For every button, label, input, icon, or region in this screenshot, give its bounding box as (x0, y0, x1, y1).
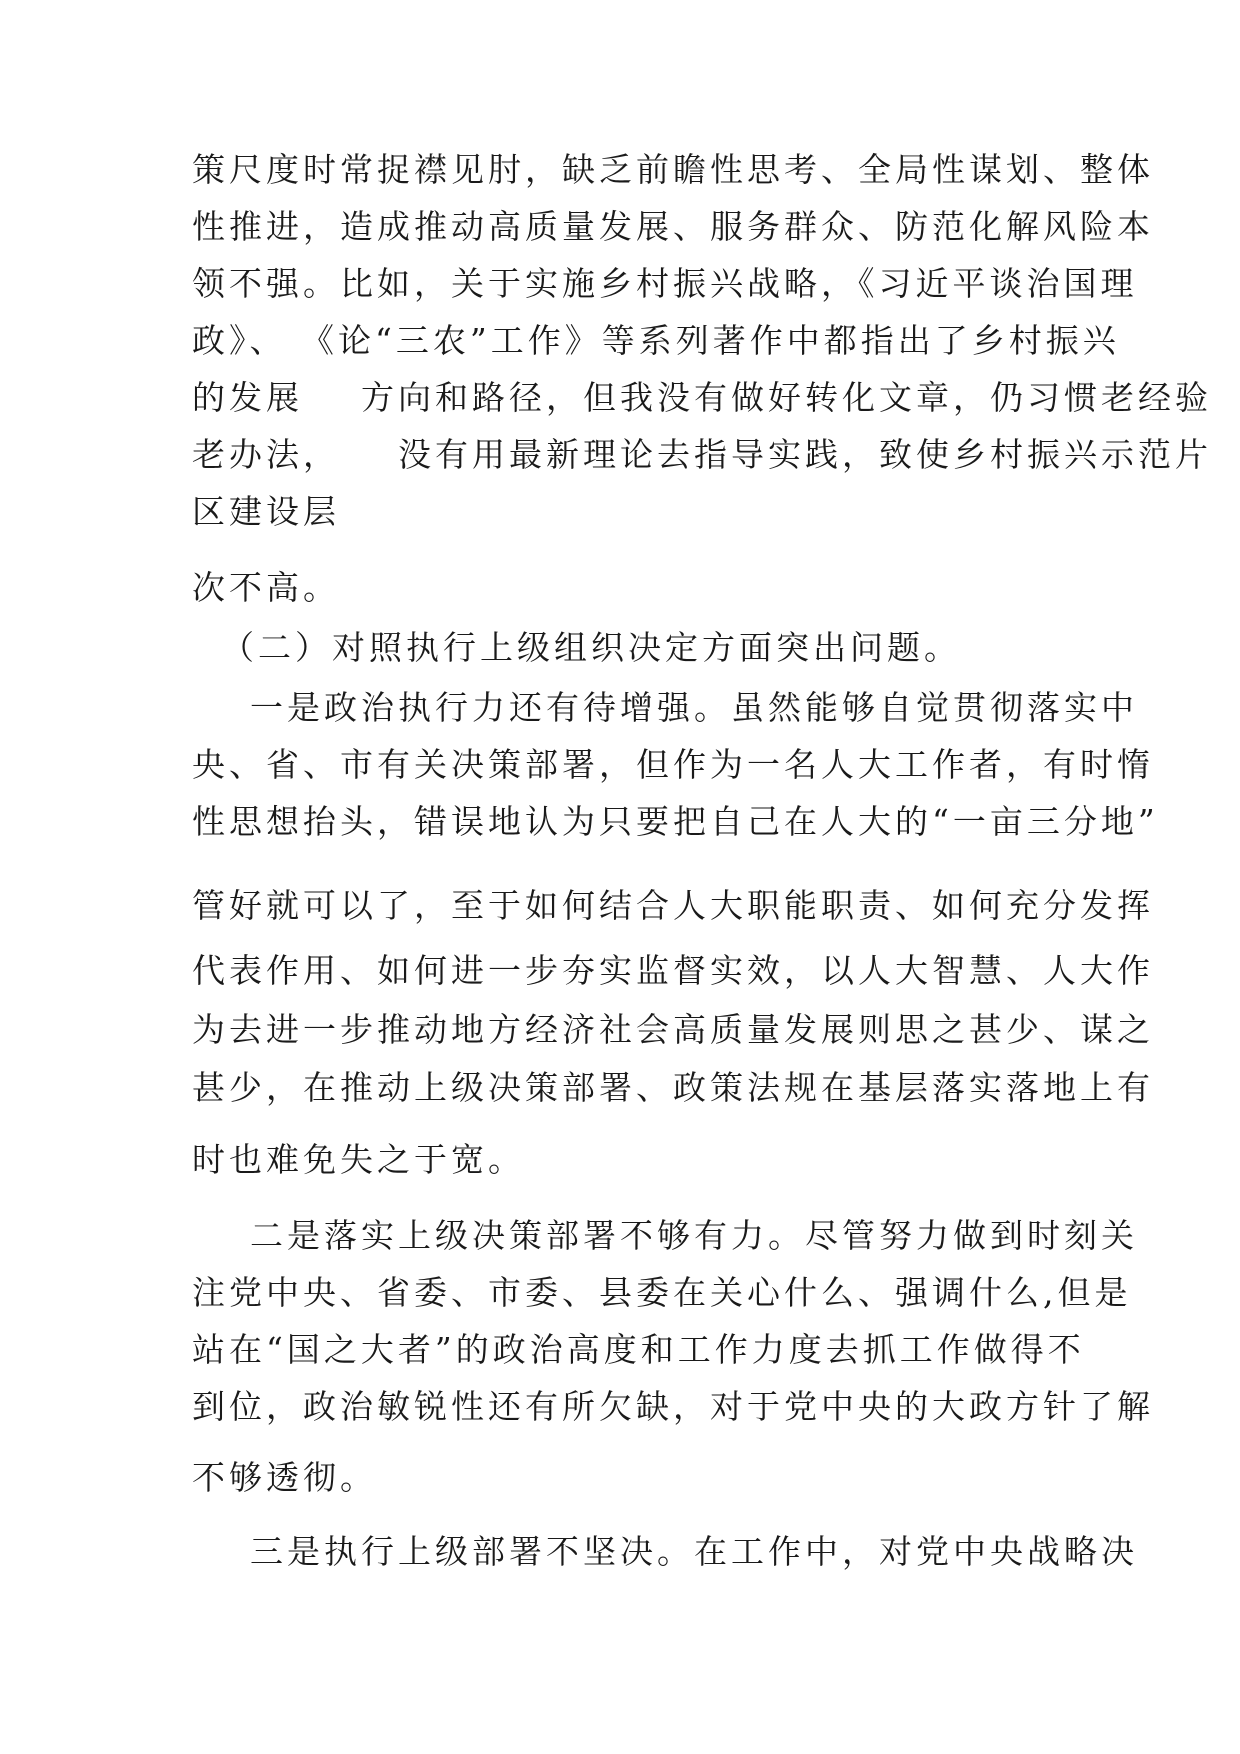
text-line: 为去进一步推动地方经济社会高质量发展则思之甚少、谋之 (192, 1010, 1154, 1049)
text-line: 次不高。 (192, 568, 340, 607)
text-line: 不够透彻。 (192, 1458, 377, 1497)
text-line: 甚少，在推动上级决策部署、政策法规在基层落实落地上有 (192, 1068, 1154, 1107)
text-line: 代表作用、如何进一步夯实监督实效，以人大智慧、人大作 (192, 951, 1154, 990)
text-line: 到位，政治敏锐性还有所欠缺，对于党中央的大政方针了解 (192, 1387, 1154, 1426)
text-line: 注党中央、省委、市委、县委在关心什么、强调什么,但是 (192, 1273, 1132, 1312)
text-line: 老办法， 没有用最新理论去指导实践，致使乡村振兴示范片 (192, 435, 1212, 474)
text-line: 站在“国之大者”的政治高度和工作力度去抓工作做得不 (192, 1330, 1085, 1369)
text-line: 时也难免失之于宽。 (192, 1140, 525, 1179)
text-line: 的发展 方向和路径，但我没有做好转化文章，仍习惯老经验 (192, 378, 1212, 417)
text-line: 领不强。比如，关于实施乡村振兴战略，《习近平谈治国理 (192, 264, 1138, 303)
text-line: 性思想抬头，错误地认为只要把自己在人大的“一亩三分地” (192, 802, 1159, 841)
text-line: 央、省、市有关决策部署，但作为一名人大工作者，有时惰 (192, 745, 1154, 784)
text-line: 性推进，造成推动高质量发展、服务群众、防范化解风险本 (192, 207, 1154, 246)
paragraph-start: 二是落实上级决策部署不够有力。尽管努力做到时刻关 (192, 1216, 1138, 1255)
paragraph-start: 一是政治执行力还有待增强。虽然能够自觉贯彻落实中 (192, 688, 1138, 727)
text-line: 区建设层 (192, 492, 340, 531)
text-line: 管好就可以了，至于如何结合人大职能职责、如何充分发挥 (192, 886, 1154, 925)
section-heading: （二）对照执行上级组织决定方面突出问题。 (192, 628, 961, 667)
text-line: 策尺度时常捉襟见肘，缺乏前瞻性思考、全局性谋划、整体 (192, 150, 1154, 189)
paragraph-start: 三是执行上级部署不坚决。在工作中，对党中央战略决 (192, 1532, 1138, 1571)
text-line: 政》、 《论“三农”工作》等系列著作中都指出了乡村振兴 (192, 321, 1120, 360)
